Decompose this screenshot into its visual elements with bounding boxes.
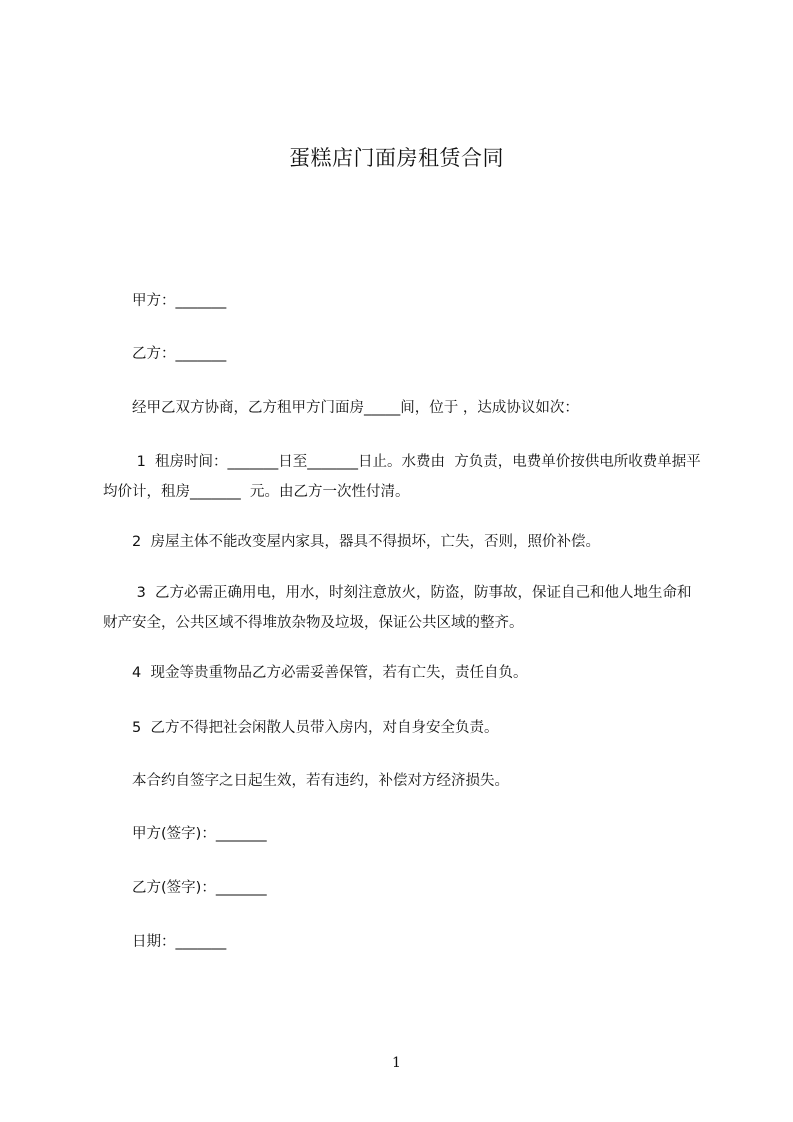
party-b-signature-line: 乙方(签字)：_______ (103, 880, 267, 896)
effective-clause: 本合约自签字之日起生效，若有违约，补偿对方经济损失。 (103, 773, 509, 789)
document-title: 蛋糕店门面房租赁合同 (289, 146, 504, 170)
agreement-intro: 经甲乙双方协商，乙方租甲方门面房_____间，位于 ，达成协议如次： (103, 400, 579, 416)
clause-4: 4 现金等贵重物品乙方必需妥善保管，若有亡失，责任自负。 (103, 665, 528, 681)
clause-1: 1 租房时间：_______日至_______日止。水费由 方负责，电费单价按供电所收费单据平均价计，租房_______ 元。由乙方一次性付清。 (103, 454, 701, 500)
page-number: 1 (392, 1055, 401, 1071)
clause-3: 3 乙方必需正确用电，用水，时刻注意放火，防盗，防事故，保证自己和他人地生命和财产安全，公共区域不得堆放杂物及垃圾，保证公共区域的整齐。 (103, 585, 692, 631)
clause-2: 2 房屋主体不能改变屋内家具，器具不得损坏，亡失，否则，照价补偿。 (103, 534, 600, 550)
party-a-line: 甲方：_______ (103, 293, 227, 309)
party-b-line: 乙方：_______ (103, 346, 227, 362)
date-line: 日期：_______ (103, 934, 227, 950)
party-a-signature-line: 甲方(签字)：_______ (103, 826, 267, 842)
clause-5: 5 乙方不得把社会闲散人员带入房内，对自身安全负责。 (103, 720, 499, 736)
